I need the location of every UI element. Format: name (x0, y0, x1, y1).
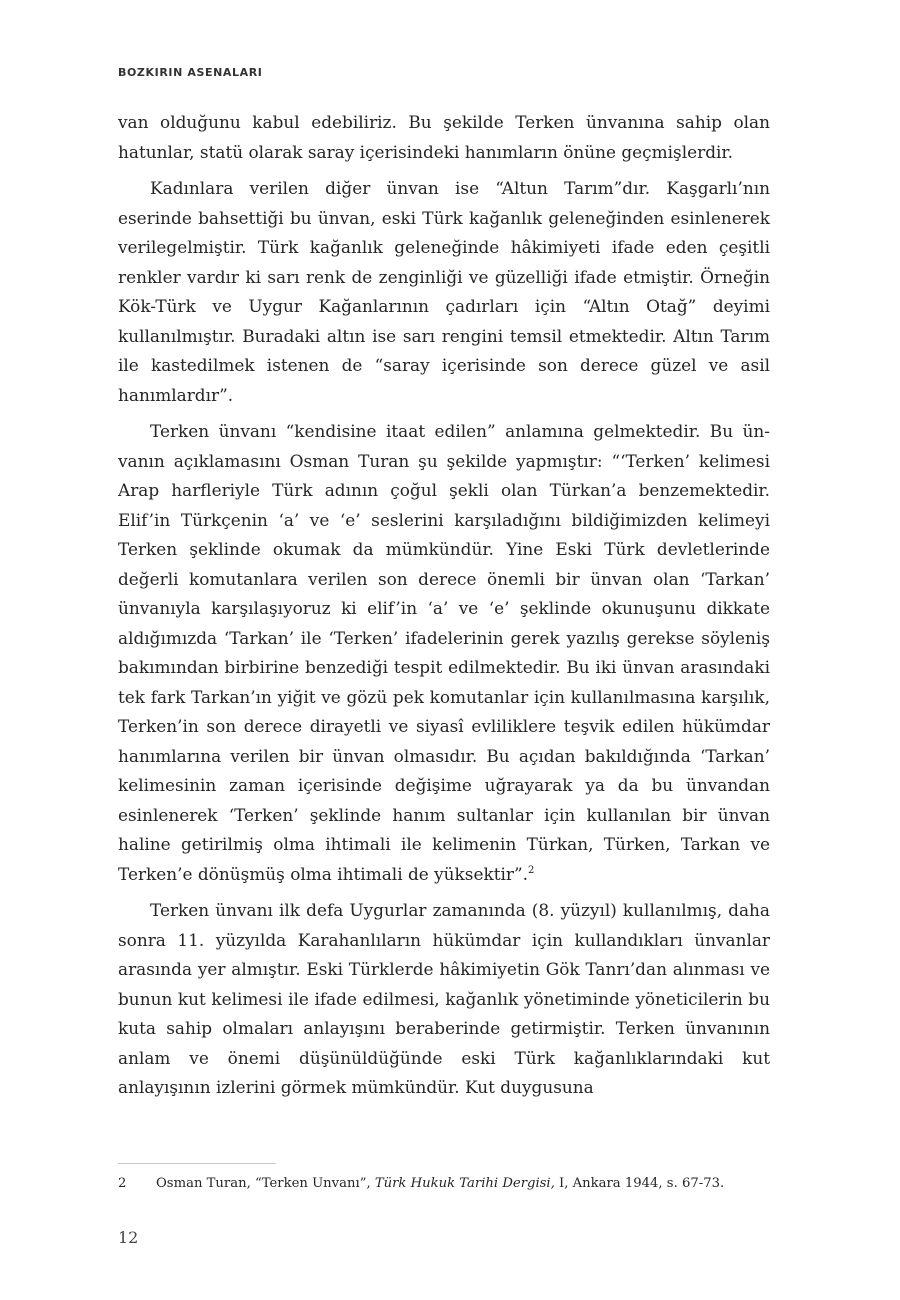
paragraph: Terken ünvanı ilk defa Uygurlar zamanında (8. yüzyıl) kullanılmış, daha sonra 11. yüzyılda Karahanlıların hükümdar için kullandıkları ünvanlar arasında yer almıştır. Eski Türklerde hâkimiyetin Gök Tanrı’dan alınması ve bunun kut kelimesi ile ifade edilmesi, kağanlık yönetiminde yöneticilerin bu kuta sahip olmaları anlayışını beraberinde getirmiştir. Terken ünvanının anlam ve önemi düşünüldüğünde eski Türk kağanlıklarındaki kut anlayışının izlerini görmek mümkündür. Kut duygusuna (118, 900, 770, 1097)
running-head: BOZKIRIN ASENALARI (118, 66, 263, 79)
page-number: 12 (118, 1228, 139, 1247)
paragraph-text: Terken ünvanı “kendisine itaat edilen” anlamına gelmektedir. Bu ünvanın açıklamasını Osman Turan şu şekilde yapmıştır: “‘Terken’ kelimesi Arap harfleriyle Türk adının çoğul şekli olan Türkan’a benzemektedir. Elif’in Türkçenin ‘a’ ve ‘e’ seslerini karşıladığını bildiğimizden kelimeyi Terken şeklinde okumak da mümkündür. Yine Eski Türk devletlerinde değerli komutanlara verilen son derece önemli bir ünvan olan ‘Tarkan’ ünvanıyla karşılaşıyoruz ki elif’in ‘a’ ve ‘e’ şeklinde okunuşunu dikkate aldığımızda ‘Tarkan’ ile ‘Terken’ ifadelerinin gerek yazılış gerekse söyleniş bakımından birbirine benzediği tespit edilmektedir. Bu iki ünvan arasındaki tek fark Tarkan’ın yiğit ve gözü pek komutanlar için kullanılmasına karşılık, Terken’in son derece dirayetli ve siyasî evliliklere teşvik edilen hükümdar hanımlarına verilen bir ünvan olmasıdır. Bu açıdan bakıldığında ‘Tarkan’ kelimesinin zaman içerisinde değişime uğrayarak ya da bu ünvandan esinlenerek ‘Terken’ şeklinde hanım sultanlar için kullanılan bir ünvan haline getirilmiş olma ihtimali ile kelimenin Türkan, Türken, Tarkan ve Terken’e dönüşmüş olma ihtimali de yüksektir”. (118, 421, 770, 884)
footnote-journal: Türk Hukuk Tarihi Dergisi, (374, 1176, 555, 1191)
paragraph: Kadınlara verilen diğer ünvan ise “Altun Tarım”dır. Kaşgarlı’nın eserinde bahsettiği bu ünvan, eski Türk kağanlık geleneğinden esinlenerek verilegelmiştir. Türk kağanlık geleneğinde hâkimiyeti ifade eden çeşitli renkler vardır ki sarı renk de zenginliği ve güzelliği ifade etmiştir. Örneğin Kök-Türk ve Uygur Kağanlarının çadırları için “Altın Otağ” deyimi kullanılmıştır. Buradaki altın ise sarı rengini temsil etmektedir. Altın Tarım ile kastedilmek istenen de “saray içerisinde son derece güzel ve asil hanımlardır”. (118, 178, 770, 405)
footnote (118, 1174, 798, 1194)
body-text (118, 108, 770, 1103)
paragraph (118, 417, 770, 889)
footnote-divider (118, 1163, 276, 1164)
footnote-reference[interactable]: 2 (527, 864, 535, 876)
paragraph: van olduğunu kabul edebiliriz. Bu şekilde Terken ünvanına sahip olan hatunlar, statü olarak saray içerisindeki hanımların önüne geçmişlerdir. (118, 112, 770, 162)
footnote-number: 2 (118, 1176, 127, 1191)
footnote-text-before: Osman Turan, “Terken Unvanı”, (156, 1176, 375, 1191)
footnote-text-after: I, Ankara 1944, s. 67-73. (554, 1176, 725, 1191)
